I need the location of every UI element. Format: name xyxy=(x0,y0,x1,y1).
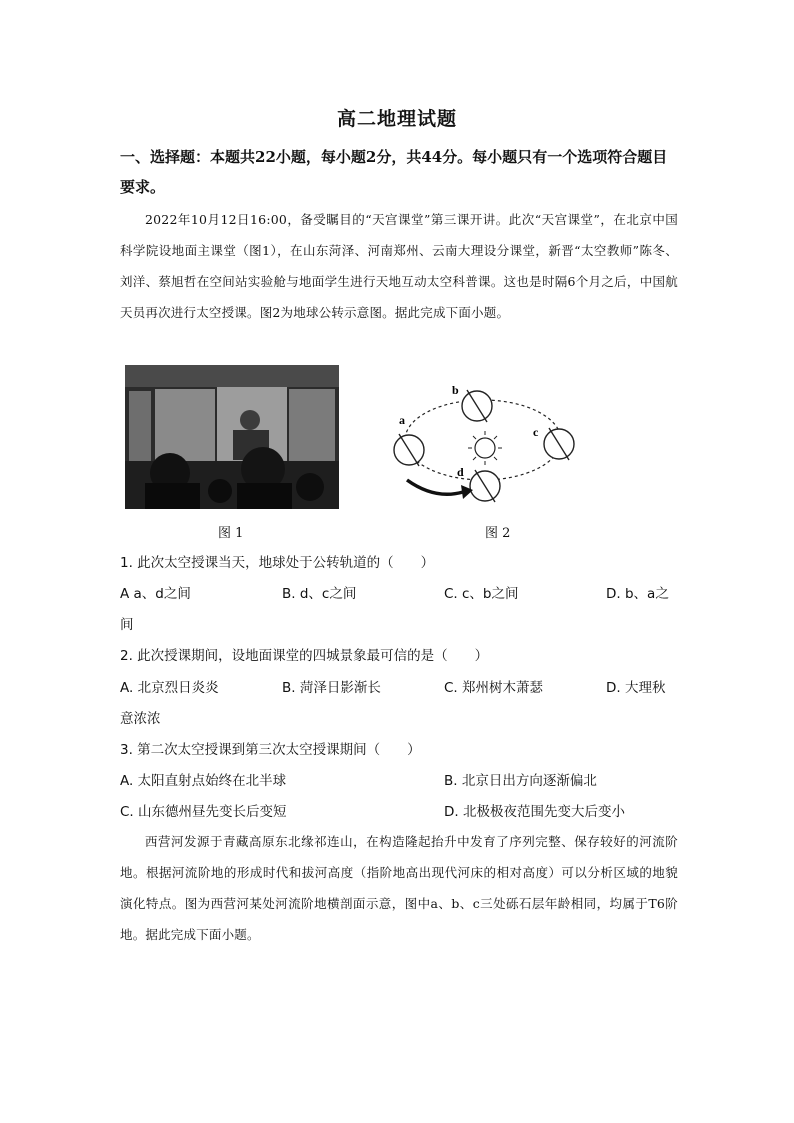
question-1-option-c[interactable]: C. c、b之间 xyxy=(444,586,519,602)
question-2-option-d-wrap: 意浓浓 xyxy=(120,711,161,727)
classroom-photo-graphic xyxy=(125,365,339,509)
label-a: a xyxy=(399,413,405,427)
question-2-option-c[interactable]: C. 郑州树木萧瑟 xyxy=(444,680,544,696)
earth-position-c xyxy=(544,428,574,460)
question-1-option-a[interactable]: A a、d之间 xyxy=(120,586,191,602)
section-heading: 一、选择题：本题共22小题，每小题2分，共44分。每小题只有一个选项符合题目要求。 xyxy=(120,148,668,196)
earth-position-d xyxy=(470,470,500,502)
orbit-diagram-graphic xyxy=(385,368,595,508)
label-c: c xyxy=(533,425,539,439)
label-b: b xyxy=(452,383,459,397)
earth-position-a xyxy=(394,434,424,466)
figure1-caption: 图 1 xyxy=(218,526,244,541)
revolution-direction-arrow xyxy=(407,480,463,494)
page-title: 高二地理试题 xyxy=(336,108,457,130)
earth-position-b xyxy=(462,390,492,422)
question-1-option-d-wrap: 间 xyxy=(120,617,134,633)
label-d: d xyxy=(457,465,464,479)
question-2-stem: 2. 此次授课期间，设地面课堂的四城景象最可信的是（ ） xyxy=(120,648,489,664)
sun-icon xyxy=(468,431,502,465)
classroom-photo xyxy=(125,365,339,509)
question-1-stem: 1. 此次太空授课当天，地球处于公转轨道的（ ） xyxy=(120,555,435,571)
question-2-option-d[interactable]: D. 大理秋 xyxy=(606,680,666,696)
question-2-option-b[interactable]: B. 菏泽日影渐长 xyxy=(282,680,381,696)
passage-xiying-river: 西营河发源于青藏高原东北缘祁连山，在构造隆起抬升中发育了序列完整、保存较好的河流阶地。根据河流阶地的形成时代和拔河高度（指阶地高出现代河床的相对高度）可以分析区域的地貌演化特点。图为西营河某处河流阶地横剖面示意，图中a、b、c三处砾石层年龄相同，均属于T6阶地。据此完成下面小题。 xyxy=(120,834,678,942)
question-3-stem: 3. 第二次太空授课到第三次太空授课期间（ ） xyxy=(120,742,421,758)
question-3-option-d[interactable]: D. 北极极夜范围先变大后变小 xyxy=(444,804,625,820)
figure2-caption: 图 2 xyxy=(485,526,511,541)
question-3-option-b[interactable]: B. 北京日出方向逐渐偏北 xyxy=(444,773,597,789)
orbit-diagram xyxy=(385,368,595,508)
passage-tiangong: 2022年10月12日16:00，备受瞩目的“天宫课堂”第三课开讲。此次“天宫课堂”，在北京中国科学院设地面主课堂（图1），在山东菏泽、河南郑州、云南大理设分课堂，新晋“太空教师”陈冬、刘洋、蔡旭哲在空间站实验舱与地面学生进行天地互动太空科普课。这也是时隔6个月之后，中国航天员再次进行太空授课。图2为地球公转示意图。据此完成下面小题。 xyxy=(120,212,678,320)
question-3-option-c[interactable]: C. 山东德州昼先变长后变短 xyxy=(120,804,287,820)
question-1-option-d[interactable]: D. b、a之 xyxy=(606,586,669,602)
question-3-option-a[interactable]: A. 太阳直射点始终在北半球 xyxy=(120,773,287,789)
question-2-option-a[interactable]: A. 北京烈日炎炎 xyxy=(120,680,219,696)
question-1-option-b[interactable]: B. d、c之间 xyxy=(282,586,357,602)
